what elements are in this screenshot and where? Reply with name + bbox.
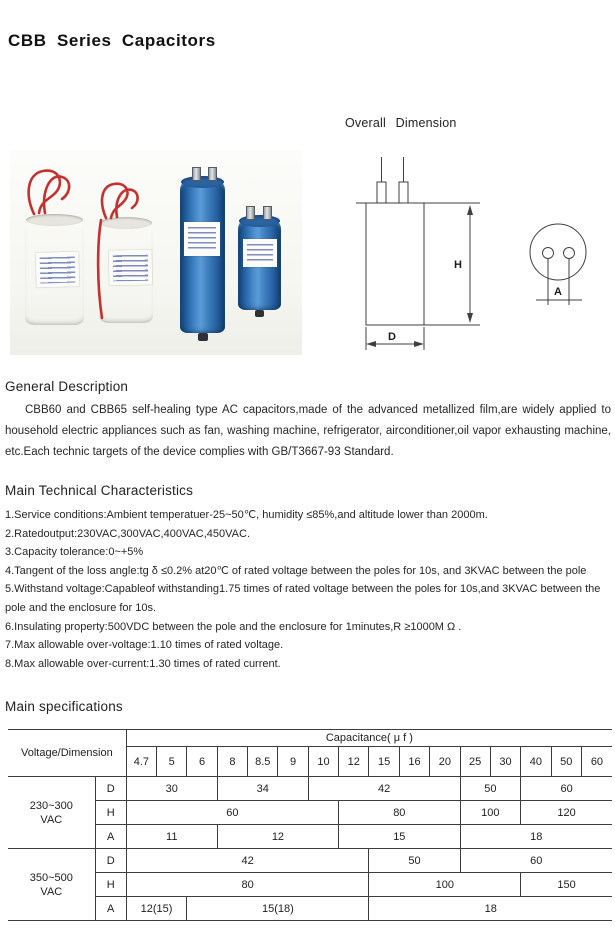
tech-item: 5.Withstand voltage:Capableof withstanding1.75 times of rated voltage between the poles for 10s,and 3KVAC between the pole and the enclosure for 10s.	[5, 583, 601, 614]
pin-hole	[543, 248, 554, 259]
dimension-row-label: A	[95, 897, 126, 921]
spec-value: 60	[460, 849, 612, 873]
voltage-group-label	[8, 777, 95, 849]
front-view-body	[366, 203, 424, 325]
top-view-circle	[530, 224, 586, 280]
voltage-dimension-header: Voltage/Dimension	[8, 730, 126, 777]
capacitance-column-header: 15	[369, 747, 399, 777]
capacitance-column-header: 6	[187, 747, 217, 777]
dimension-row-label: H	[95, 873, 126, 897]
arrowhead	[414, 341, 424, 347]
capacitance-column-header: 10	[308, 747, 338, 777]
spec-value: 120	[521, 801, 612, 825]
capacitance-header: Capacitance( μ f )	[126, 730, 612, 747]
capacitance-column-header: 50	[551, 747, 581, 777]
spec-value: 100	[460, 801, 521, 825]
tech-item: 2.Ratedoutput:230VAC,300VAC,400VAC,450VAC.	[5, 527, 251, 540]
h-dimension-label: H	[454, 259, 462, 271]
capacitance-column-header: 40	[521, 747, 551, 777]
arrowhead	[467, 205, 473, 215]
spec-value: 80	[126, 873, 369, 897]
capacitance-column-header: 5	[157, 747, 187, 777]
capacitor-product-photo	[10, 150, 302, 355]
spec-value: 50	[369, 849, 460, 873]
spec-value: 150	[521, 873, 612, 897]
dimension-drawing	[330, 145, 615, 360]
tech-item: 3.Capacity tolerance:0~+5%	[5, 546, 144, 559]
spec-value: 30	[126, 777, 217, 801]
voltage-range: 350~500	[29, 871, 73, 884]
capacitance-column-header: 20	[430, 747, 460, 777]
red-wire	[102, 184, 128, 218]
tech-item: 1.Service conditions:Ambient temperatuer-25~50℃, humidity ≤85%,and altitude lower than 2000m.	[5, 509, 488, 521]
red-lead-wires	[10, 150, 302, 355]
red-wire	[44, 176, 69, 213]
capacitance-column-header: 60	[581, 747, 612, 777]
general-description-text: CBB60 and CBB65 self-healing type AC capacitors,made of the advanced metallized film,are widely applied to household electric appliances such as fan, washing machine, refrigerator, airconditioner,oil vapor exhausting machine, etc.Each technic targets of the device complies with GB/T3667-93 Standard.	[5, 404, 611, 458]
tech-item: 4.Tangent of the loss angle:tg δ ≤0.2% at20℃ of rated voltage between the poles for 10s, and 3KVAC between the pole	[5, 564, 587, 577]
dimension-row-label: A	[95, 825, 126, 849]
spec-value: 100	[369, 873, 521, 897]
capacitance-column-header: 16	[399, 747, 429, 777]
spec-value: 34	[217, 777, 308, 801]
arrowhead	[366, 341, 376, 347]
arrowhead	[467, 313, 473, 323]
voltage-range: 230~300	[29, 799, 73, 812]
technical-characteristics-heading: Main Technical Characteristics	[5, 483, 194, 498]
spec-value: 12(15)	[126, 897, 187, 921]
spec-value: 18	[460, 825, 612, 849]
dimension-row-label: H	[95, 801, 126, 825]
spec-value: 18	[369, 897, 612, 921]
spec-value: 15(18)	[187, 897, 369, 921]
terminal-pin-outline	[377, 182, 386, 203]
spec-value: 12	[217, 825, 338, 849]
voltage-unit: VAC	[40, 885, 63, 898]
spec-value: 80	[339, 801, 460, 825]
a-dimension-label: A	[554, 286, 562, 298]
capacitance-column-header: 12	[339, 747, 369, 777]
specifications-table	[8, 729, 612, 921]
pin-hole	[564, 248, 575, 259]
terminal-pin-outline	[399, 182, 408, 203]
tech-item: 8.Max allowable over-current:1.30 times of rated current.	[5, 657, 281, 670]
d-dimension-label: D	[388, 331, 396, 343]
spec-value: 42	[308, 777, 460, 801]
spec-value: 60	[521, 777, 612, 801]
spec-value: 42	[126, 849, 369, 873]
voltage-unit: VAC	[40, 813, 63, 826]
dimension-row-label: D	[95, 777, 126, 801]
red-wire	[98, 220, 102, 318]
capacitance-column-header: 30	[490, 747, 520, 777]
dimension-row-label: D	[95, 849, 126, 873]
spec-value: 11	[126, 825, 217, 849]
capacitance-column-header: 8.5	[248, 747, 278, 777]
spec-value: 50	[460, 777, 521, 801]
voltage-group-label	[8, 849, 95, 921]
capacitance-column-header: 9	[278, 747, 308, 777]
overall-dimension-heading: Overall Dimension	[345, 116, 457, 130]
spec-value: 15	[339, 825, 460, 849]
tech-item: 6.Insulating property:500VDC between the pole and the enclosure for 1minutes,R ≥1000M Ω .	[5, 620, 462, 633]
capacitance-column-header: 4.7	[126, 747, 156, 777]
spec-value: 60	[126, 801, 338, 825]
general-description-heading: General Description	[5, 379, 129, 394]
tech-item: 7.Max allowable over-voltage:1.10 times of rated voltage.	[5, 639, 284, 652]
capacitance-column-header: 25	[460, 747, 490, 777]
capacitance-column-header: 8	[217, 747, 247, 777]
main-specifications-heading: Main specifications	[5, 699, 123, 714]
page-title: CBB Series Capacitors	[8, 31, 216, 50]
technical-characteristics-list	[5, 506, 613, 673]
